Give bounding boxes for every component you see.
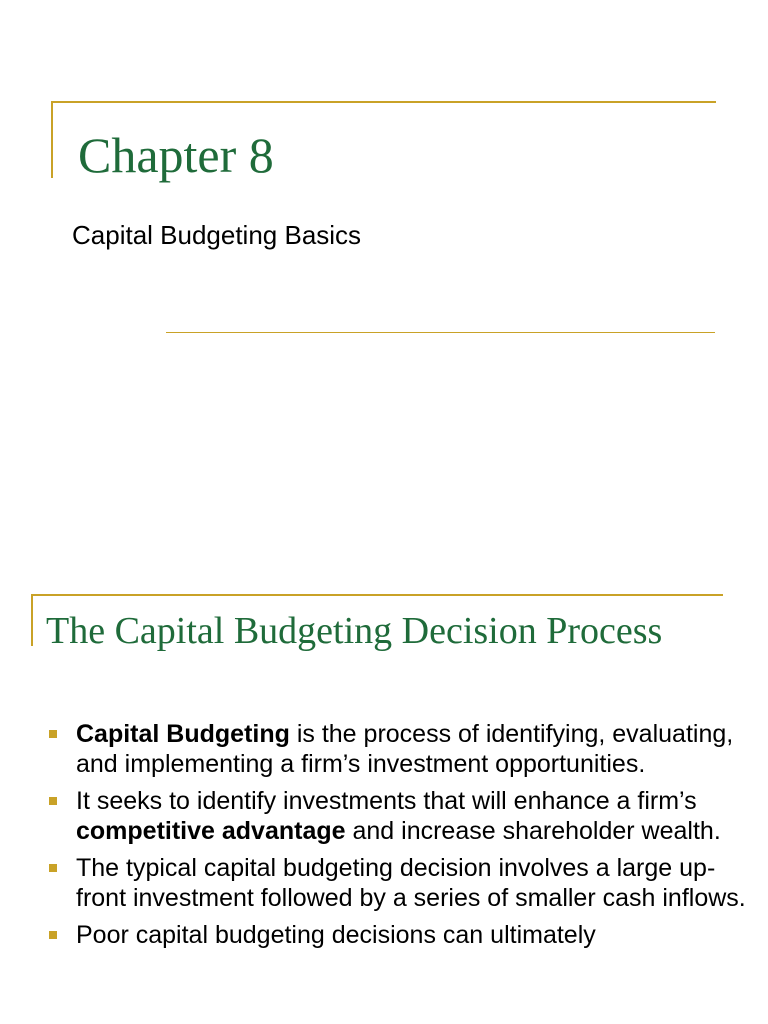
chapter-title: Chapter 8 <box>78 127 274 183</box>
bullet-bold-term: Capital Budgeting <box>76 720 290 748</box>
bullet-list <box>46 719 746 957</box>
slide-left-rule <box>31 594 33 646</box>
bullet-item <box>46 920 746 950</box>
left-accent-rule <box>51 101 53 178</box>
bullet-item <box>46 719 746 779</box>
square-bullet-icon <box>49 931 57 939</box>
bottom-divider-rule <box>166 332 715 333</box>
bullet-text: It seeks to identify investments that will enhance a firm’s <box>76 787 697 815</box>
bullet-text: Poor capital budgeting decisions can ultimately <box>76 921 596 949</box>
top-divider-rule <box>51 101 716 103</box>
square-bullet-icon <box>49 864 57 872</box>
bullet-text: and increase shareholder wealth. <box>345 817 721 845</box>
bullet-text: The typical capital budgeting decision involves a large up-front investment followed by a series of smaller cash inflows. <box>76 854 746 912</box>
bullet-bold-term: competitive advantage <box>76 817 346 845</box>
slide-top-rule <box>31 594 723 596</box>
bullet-item <box>46 853 746 913</box>
bullet-item <box>46 786 746 846</box>
bullet-text: is the process of identifying, evaluating, and implementing a firm’s investment opportunities. <box>76 720 734 778</box>
square-bullet-icon <box>49 797 57 805</box>
slide-title: The Capital Budgeting Decision Process <box>46 610 663 652</box>
square-bullet-icon <box>49 730 57 738</box>
chapter-subtitle: Capital Budgeting Basics <box>72 220 362 250</box>
